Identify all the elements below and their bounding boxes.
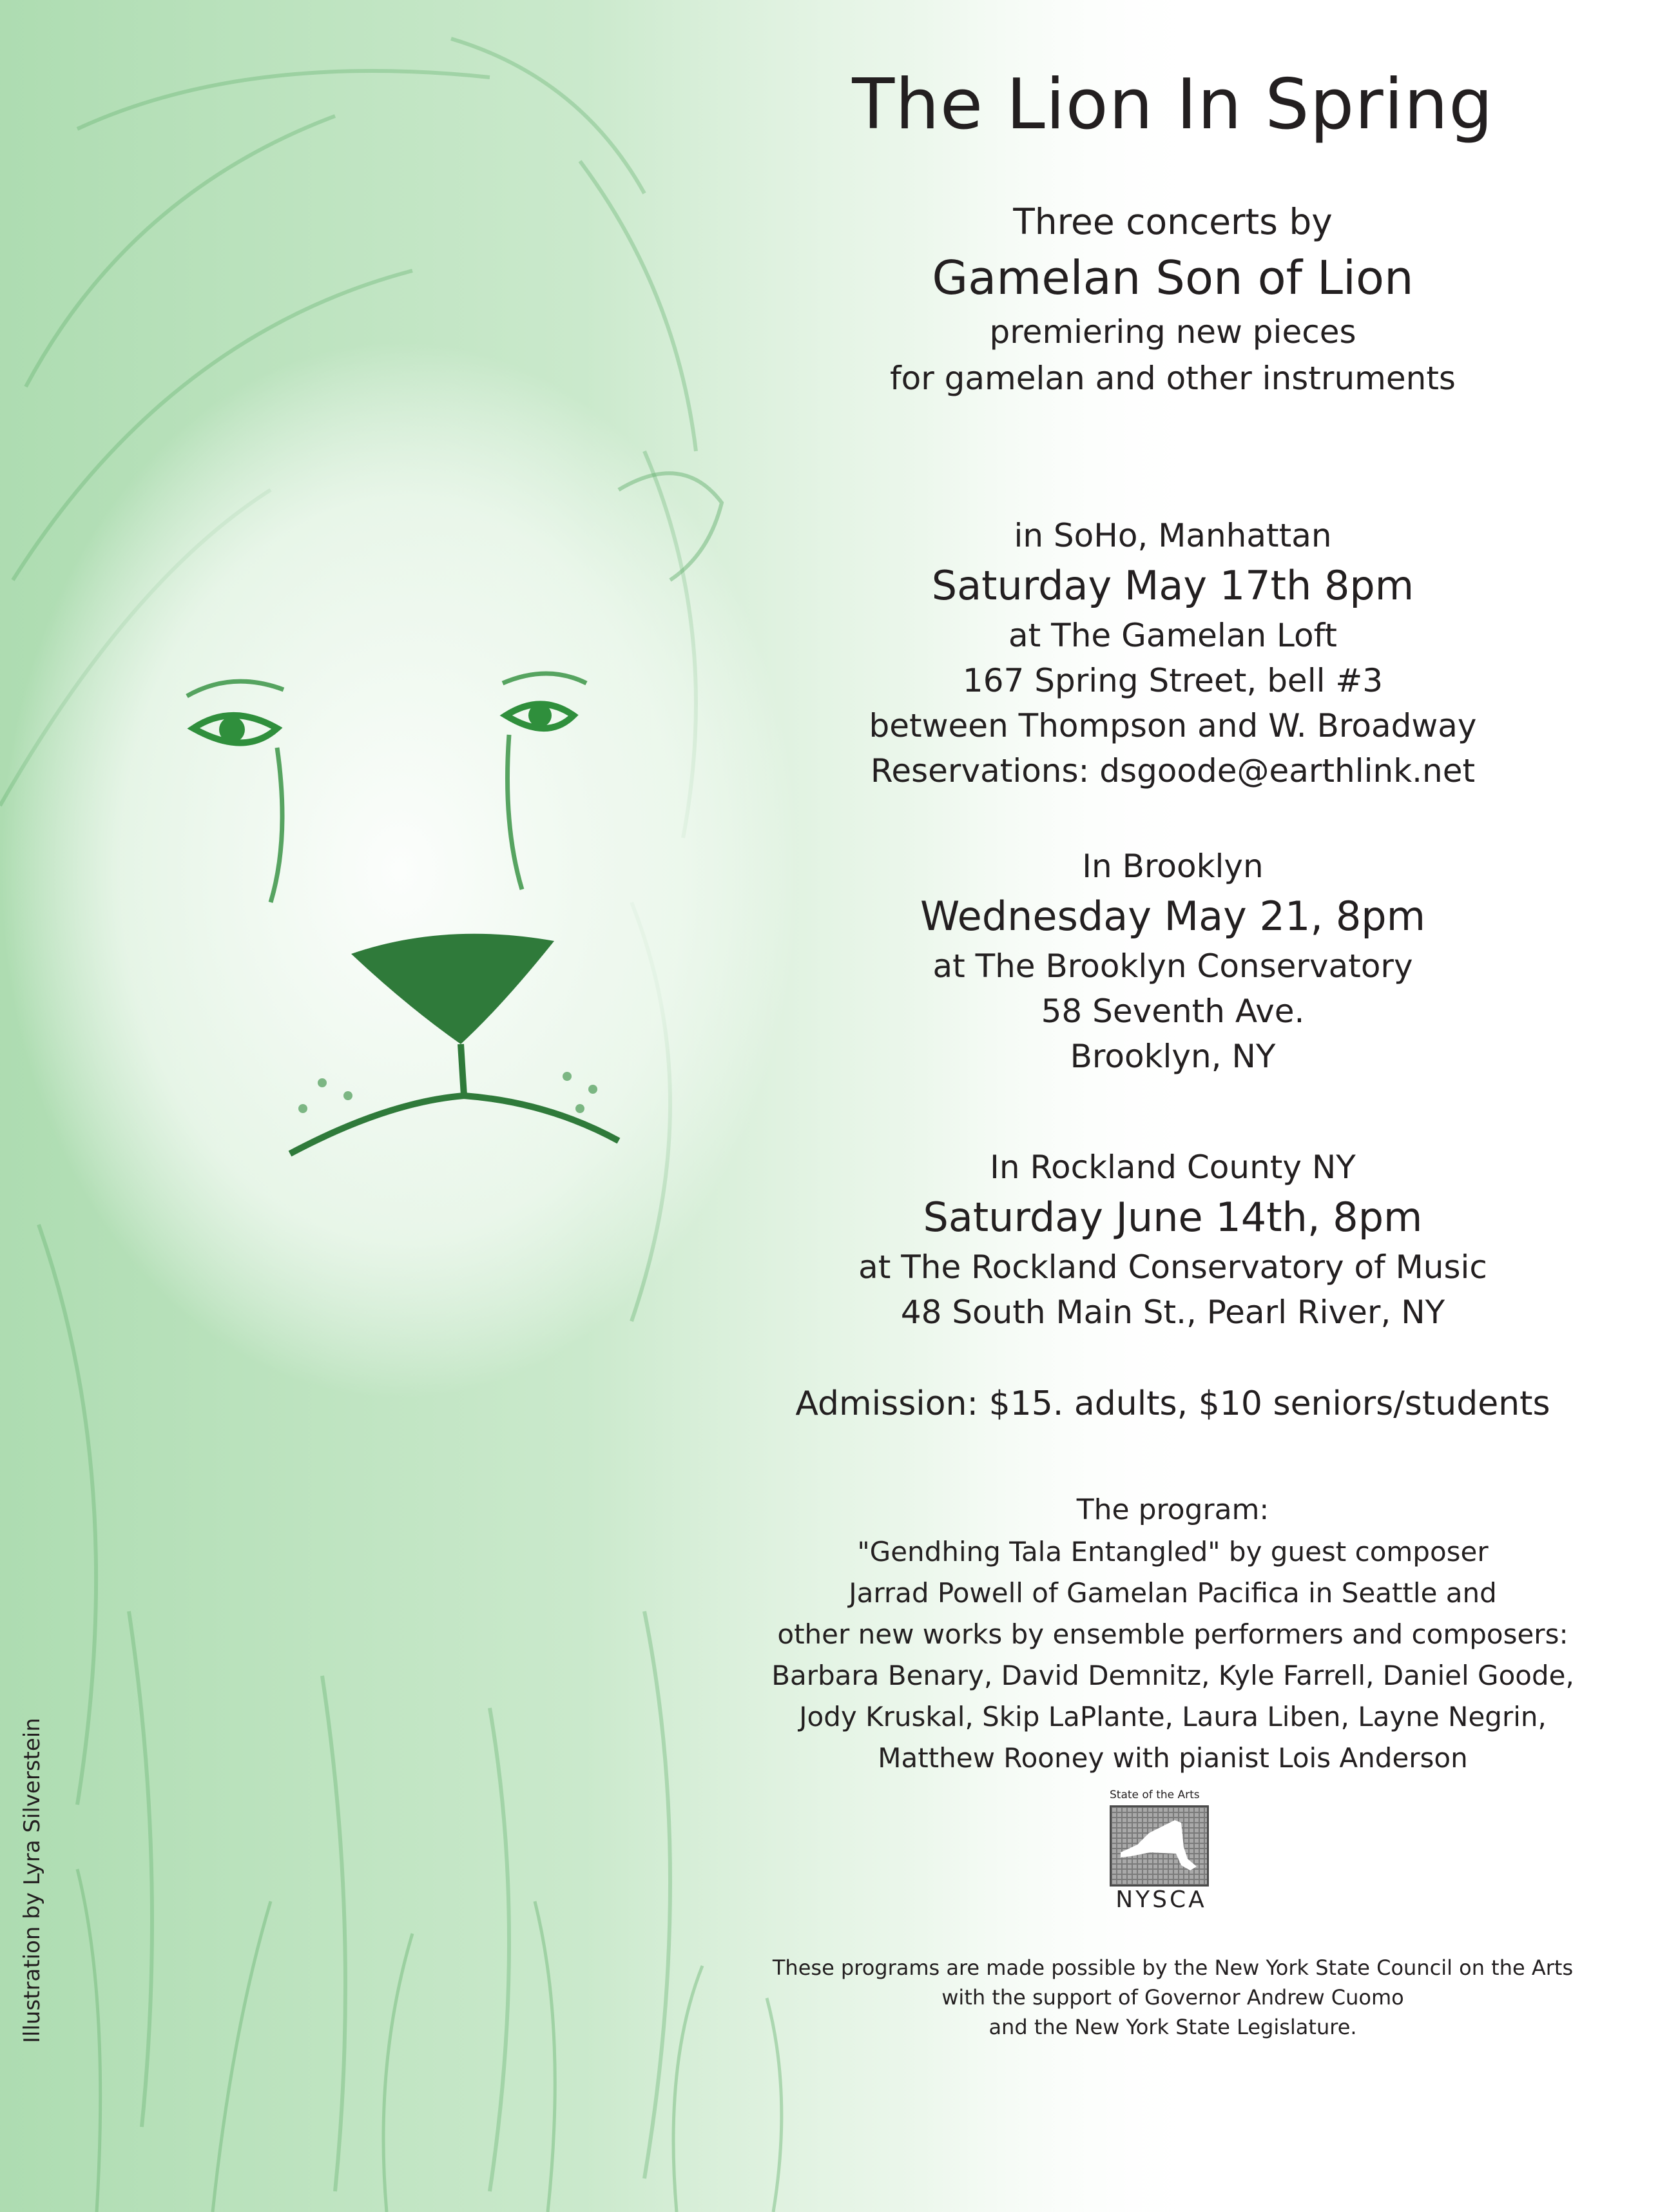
program-block xyxy=(735,1489,1611,1779)
footer-line: with the support of Governor Andrew Cuomo xyxy=(941,1985,1404,2010)
program-line: Matthew Rooney with pianist Lois Anderson xyxy=(878,1742,1468,1774)
event-date: Wednesday May 21, 8pm xyxy=(920,893,1426,940)
event-date: Saturday June 14th, 8pm xyxy=(923,1194,1423,1241)
intro-line: for gamelan and other instruments xyxy=(890,360,1456,397)
event-venue: at The Rockland Conservatory of Music xyxy=(858,1248,1487,1286)
program-line: Jody Kruskal, Skip LaPlante, Laura Liben, Layne Negrin, xyxy=(799,1701,1547,1732)
event-soho xyxy=(735,512,1611,793)
event-location: in SoHo, Manhattan xyxy=(1014,517,1332,554)
event-location: In Rockland County NY xyxy=(990,1149,1356,1186)
program-line: Jarrad Powell of Gamelan Pacifica in Seattle and xyxy=(849,1577,1497,1609)
event-city: Brooklyn, NY xyxy=(1070,1038,1276,1075)
program-line: "Gendhing Tala Entangled" by guest composer xyxy=(857,1536,1489,1567)
event-date: Saturday May 17th 8pm xyxy=(931,562,1414,609)
event-location: In Brooklyn xyxy=(1082,848,1264,885)
event-address: 58 Seventh Ave. xyxy=(1041,993,1305,1030)
new-york-state-map-icon xyxy=(1110,1805,1209,1887)
footer-line: These programs are made possible by the New York State Council on the Arts xyxy=(772,1955,1574,1980)
admission-prices: Admission: $15. adults, $10 seniors/students xyxy=(795,1384,1550,1423)
page-title: The Lion In Spring xyxy=(852,64,1494,145)
event-address: 48 South Main St., Pearl River, NY xyxy=(900,1294,1445,1331)
event-address: 167 Spring Street, bell #3 xyxy=(962,662,1384,699)
intro-line: premiering new pieces xyxy=(989,313,1356,351)
footer-line: and the New York State Legislature. xyxy=(988,2015,1357,2039)
ensemble-name: Gamelan Son of Lion xyxy=(932,251,1414,305)
nysca-logo xyxy=(1110,1789,1213,1917)
illustration-credit: Illustration by Lyra Silverstein xyxy=(19,1718,45,2043)
event-venue: at The Brooklyn Conservatory xyxy=(932,947,1413,985)
event-venue: at The Gamelan Loft xyxy=(1008,617,1337,654)
program-line: Barbara Benary, David Demnitz, Kyle Farrell, Daniel Goode, xyxy=(771,1660,1574,1691)
intro-line: Three concerts by xyxy=(1013,201,1333,242)
event-rockland xyxy=(735,1144,1611,1335)
program-heading: The program: xyxy=(1076,1493,1269,1526)
event-brooklyn xyxy=(735,843,1611,1079)
program-line: other new works by ensemble performers and composers: xyxy=(777,1618,1568,1650)
funding-note xyxy=(735,1953,1611,2042)
logo-bottom-text: NYSCA xyxy=(1115,1887,1207,1913)
logo-top-text: State of the Arts xyxy=(1110,1789,1200,1801)
event-reservations: Reservations: dsgoode@earthlink.net xyxy=(870,752,1476,790)
intro-block xyxy=(735,197,1611,402)
event-directions: between Thompson and W. Broadway xyxy=(869,707,1477,744)
